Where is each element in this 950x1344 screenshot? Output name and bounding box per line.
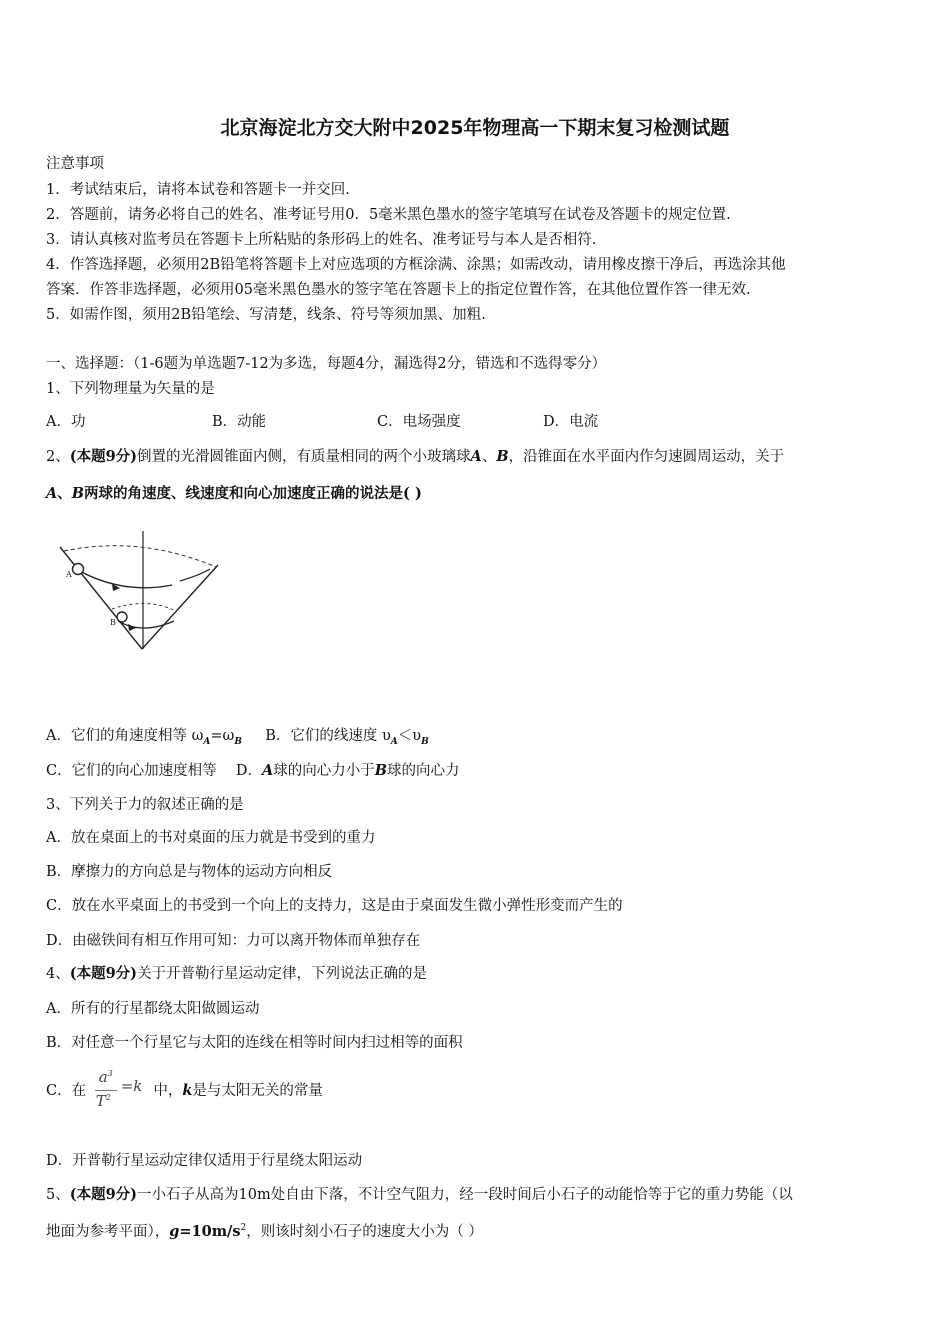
ball-a-label: A — [46, 485, 58, 502]
subscript: B — [421, 736, 429, 747]
cone-diagram — [52, 525, 227, 660]
stem-text: 一小石子从高为10m处自由下落，不计空气阻力，经一段时间后小石子的动能恰等于它的重力势能（以 — [137, 1187, 793, 1203]
notice-heading: 注意事项 — [46, 156, 104, 172]
formula-equals-k: =k — [120, 1077, 143, 1095]
score-tag: (本题9分) — [69, 1186, 138, 1203]
question-2-stem-line1 — [46, 445, 784, 466]
notice-item-4-cont: 答案．作答非选择题，必须用05毫米黑色墨水的签字笔在答题卡上的指定位置作答，在其他位置作答一律无效. — [46, 282, 751, 298]
exponent: 3 — [107, 1069, 113, 1078]
q2-option-c: C．它们的向心加速度相等 — [46, 763, 217, 779]
question-1-stem: 1、下列物理量为矢量的是 — [46, 381, 215, 397]
stem-text: 倒置的光滑圆锥面内侧，有质量相同的两个小玻璃球 — [137, 449, 471, 465]
constant-k: k — [182, 1082, 193, 1099]
figure-label-a: A — [66, 570, 72, 579]
q4-option-c — [46, 1068, 323, 1114]
stem-text: ，沿锥面在水平面内作匀速圆周运动，关于 — [508, 449, 785, 465]
formula-numerator: a — [98, 1068, 108, 1086]
q3-option-d: D．由磁铁间有相互作用可知：力可以离开物体而单独存在 — [46, 933, 421, 949]
formula-denominator: T — [95, 1092, 106, 1110]
q2-options-ab — [46, 724, 429, 747]
stem-text: =10m/s — [179, 1223, 241, 1240]
notice-item-4: 4．作答选择题，必须用2B铅笔将答题卡上对应选项的方框涂满、涂黑；如需改动，请用橡皮擦干净后，再选涂其他 — [46, 257, 786, 273]
q4-option-b: B．对任意一个行星它与太阳的连线在相等时间内扫过相等的面积 — [46, 1035, 463, 1051]
subscript: A — [203, 736, 211, 747]
q3-option-a: A．放在桌面上的书对桌面的压力就是书受到的重力 — [46, 830, 376, 846]
stem-text: ，则该时刻小石子的速度大小为（ ） — [246, 1224, 483, 1240]
exponent: 2 — [105, 1093, 111, 1102]
score-tag: (本题9分) — [69, 965, 138, 982]
notice-item-2: 2．答题前，请务必将自己的姓名、准考证号用0．5毫米黑色墨水的签字笔填写在试卷及答题卡的规定位置. — [46, 207, 731, 223]
section-heading: 一、选择题：（1-6题为单选题7-12为多选，每题4分，漏选得2分，错选和不选得零分） — [46, 356, 607, 372]
gravity-symbol: g — [169, 1223, 180, 1240]
question-4-stem — [46, 962, 427, 983]
q1-option-c: C．电场强度 — [377, 414, 461, 430]
question-number: 2、 — [46, 449, 70, 465]
score-tag: (本题9分) — [69, 448, 138, 465]
notice-item-1: 1．考试结束后，请将本试卷和答题卡一并交回. — [46, 182, 350, 198]
question-number: 4、 — [46, 966, 70, 982]
q4-option-d: D．开普勒行星运动定律仅适用于行星绕太阳运动 — [46, 1153, 363, 1169]
stem-text: 地面为参考平面）， — [46, 1224, 170, 1240]
q2-option-d: D． — [235, 763, 262, 779]
option-text: 中， — [153, 1083, 183, 1099]
separator: 、 — [481, 449, 497, 465]
subscript: B — [234, 736, 242, 747]
notice-item-3: 3．请认真核对监考员在答题卡上所粘贴的条形码上的姓名、准考证号与本人是否相符. — [46, 232, 597, 248]
q1-option-d: D．电流 — [543, 414, 599, 430]
stem-text: 关于开普勒行星运动定律，下列说法正确的是 — [137, 966, 428, 982]
question-2-stem-line2 — [46, 482, 422, 503]
question-5-stem-line2 — [46, 1220, 483, 1241]
q2-option-a: A．它们的角速度相等 ω — [46, 728, 204, 744]
separator: 、 — [57, 485, 72, 502]
q2-options-cd — [46, 759, 459, 780]
notice-item-5: 5．如需作图，须用2B铅笔绘、写清楚，线条、符号等须加黑、加粗. — [46, 307, 486, 323]
answer-blank: ( ) — [403, 485, 422, 502]
equals: =ω — [210, 728, 235, 744]
q3-option-b: B．摩擦力的方向总是与物体的运动方向相反 — [46, 864, 333, 880]
option-text: 是与太阳无关的常量 — [192, 1083, 323, 1099]
question-3-stem: 3、下列关于力的叙述正确的是 — [46, 797, 244, 813]
q4-option-a: A．所有的行星都绕太阳做圆运动 — [46, 1001, 260, 1017]
q2-option-b: B．它们的线速度 υ — [265, 728, 391, 744]
kepler-formula — [91, 1068, 149, 1114]
question-number: 5、 — [46, 1187, 70, 1203]
q1-option-a: A．功 — [46, 414, 86, 430]
option-text: 球的向心力小于 — [273, 763, 375, 779]
ball-b-label: B — [71, 485, 85, 502]
subscript: A — [390, 736, 398, 747]
option-label: C．在 — [46, 1083, 87, 1099]
figure-label-b: B — [110, 618, 116, 627]
option-text: 球的向心力 — [386, 763, 460, 779]
less-than: ＜υ — [397, 728, 422, 744]
ball-a-label: A — [470, 448, 482, 465]
q3-option-c: C．放在水平桌面上的书受到一个向上的支持力，这是由于桌面发生微小弹性形变而产生的 — [46, 898, 623, 914]
page-title: 北京海淀北方交大附中2025年物理高一下期末复习检测试题 — [220, 117, 730, 139]
q1-option-b: B．动能 — [212, 414, 267, 430]
ball-b-label: B — [374, 762, 387, 779]
ball-b-label: B — [496, 448, 509, 465]
exponent: 2 — [240, 1223, 247, 1234]
ball-a-label: A — [261, 762, 274, 779]
question-5-stem-line1 — [46, 1183, 793, 1204]
stem-text: 两球的角速度、线速度和向心加速度正确的说法是 — [84, 485, 404, 502]
